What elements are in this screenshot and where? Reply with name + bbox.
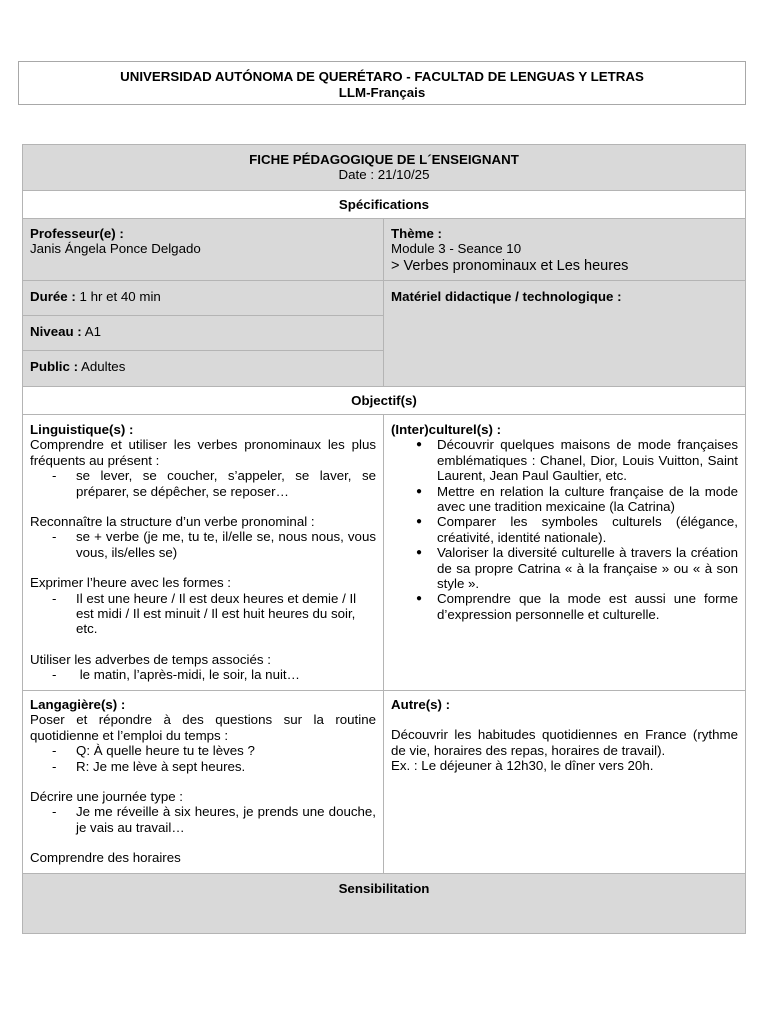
- public-value: Adultes: [78, 359, 126, 374]
- niveau-cell: [23, 316, 384, 351]
- theme-line1: Module 3 - Seance 10: [391, 241, 522, 257]
- interculturel-label: (Inter)culturel(s) :: [391, 422, 502, 437]
- list-item: ● Comprendre que la mode est aussi une forme d’expression personnelle et culturelle.: [391, 591, 738, 622]
- linguistique-intro3: Exprimer l’heure avec les formes :: [30, 575, 231, 591]
- langagiere-intro3: Comprendre des horaires: [30, 850, 181, 866]
- linguistique-intro4: Utiliser les adverbes de temps associés :: [30, 651, 271, 667]
- fiche-table: [22, 144, 746, 934]
- professeur-value: Janis Ángela Ponce Delgado: [30, 241, 201, 257]
- list-item: ● Découvrir quelques maisons de mode françaises emblématiques : Chanel, Dior, Louis Vuitton, Saint Laurent, Jean Paul Gaultier, etc.: [391, 437, 738, 483]
- fiche-title-cell: [23, 145, 746, 191]
- theme-line2: > Verbes pronominaux et Les heures: [391, 257, 629, 274]
- list-item: - Je me réveille à six heures, je prends une douche, je vais au travail…: [30, 804, 376, 835]
- objectifs-heading: Objectif(s): [23, 387, 746, 415]
- list-item: ● Comparer les symboles culturels (élégance, créativité, identité nationale).: [391, 514, 738, 545]
- theme-cell: [384, 219, 746, 281]
- autre-text2: Ex. : Le déjeuner à 12h30, le dîner vers 20h.: [391, 758, 654, 774]
- materiel-cell: [384, 281, 746, 387]
- fiche-title: FICHE PÉDAGOGIQUE DE L´ENSEIGNANT: [249, 152, 519, 167]
- linguistique-list3: [30, 591, 376, 637]
- duree-value: 1 hr et 40 min: [75, 289, 161, 304]
- list-item: - Il est une heure / Il est deux heures et demie / Il est midi / Il est minuit / Il est huit heures du soir, etc.: [30, 591, 376, 637]
- linguistique-list1: [30, 468, 376, 499]
- list-item: - Q: À quelle heure tu te lèves ?: [30, 743, 376, 758]
- linguistique-cell: [23, 415, 384, 691]
- interculturel-cell: [384, 415, 746, 691]
- langagiere-intro2: Décrire une journée type :: [30, 789, 183, 805]
- linguistique-list2: [30, 529, 376, 560]
- niveau-value: A1: [81, 324, 101, 339]
- public-label: Public :: [30, 359, 79, 374]
- sensibilisation-heading: Sensibilitation: [23, 874, 746, 934]
- autre-label: Autre(s) :: [391, 697, 451, 712]
- fiche-date: Date : 21/10/25: [338, 167, 430, 182]
- theme-label: Thème :: [391, 226, 442, 241]
- autre-cell: [384, 691, 746, 874]
- niveau-label: Niveau :: [30, 324, 82, 339]
- professeur-cell: [23, 219, 384, 281]
- list-item: - se + verbe (je me, tu te, il/elle se, nous nous, vous vous, ils/elles se): [30, 529, 376, 560]
- autre-text1: Découvrir les habitudes quotidiennes en France (rythme de vie, horaires des repas, horaires de travail).: [391, 727, 738, 758]
- langagiere-cell: [23, 691, 384, 874]
- program-title: LLM-Français: [338, 85, 426, 100]
- langagiere-intro1: Poser et répondre à des questions sur la routine quotidienne et l’emploi du temps :: [30, 712, 376, 743]
- langagiere-label: Langagière(s) :: [30, 697, 126, 712]
- list-item: - le matin, l’après-midi, le soir, la nuit…: [30, 667, 376, 682]
- university-header: [18, 61, 746, 105]
- linguistique-label: Linguistique(s) :: [30, 422, 134, 437]
- linguistique-intro2: Reconnaître la structure d’un verbe pronominal :: [30, 514, 315, 530]
- interculturel-list: [391, 437, 738, 622]
- university-title: UNIVERSIDAD AUTÓNOMA DE QUERÉTARO - FACULTAD DE LENGUAS Y LETRAS: [120, 69, 644, 84]
- materiel-label: Matériel didactique / technologique :: [391, 289, 622, 304]
- list-item: - R: Je me lève à sept heures.: [30, 759, 376, 774]
- list-item: - se lever, se coucher, s’appeler, se laver, se préparer, se dépêcher, se reposer…: [30, 468, 376, 499]
- public-cell: [23, 351, 384, 387]
- list-item: ● Valoriser la diversité culturelle à travers la création de sa propre Catrina « à la française » ou « à son style ».: [391, 545, 738, 591]
- professeur-label: Professeur(e) :: [30, 226, 124, 241]
- linguistique-list4: [30, 667, 376, 682]
- langagiere-list1: [30, 743, 376, 774]
- duree-label: Durée :: [30, 289, 76, 304]
- duree-cell: [23, 281, 384, 316]
- langagiere-list2: [30, 804, 376, 835]
- linguistique-intro1: Comprendre et utiliser les verbes pronominaux les plus fréquents au présent :: [30, 437, 376, 468]
- list-item: ● Mettre en relation la culture française de la mode avec une tradition mexicaine (la Catrina): [391, 484, 738, 515]
- specifications-heading: Spécifications: [23, 191, 746, 219]
